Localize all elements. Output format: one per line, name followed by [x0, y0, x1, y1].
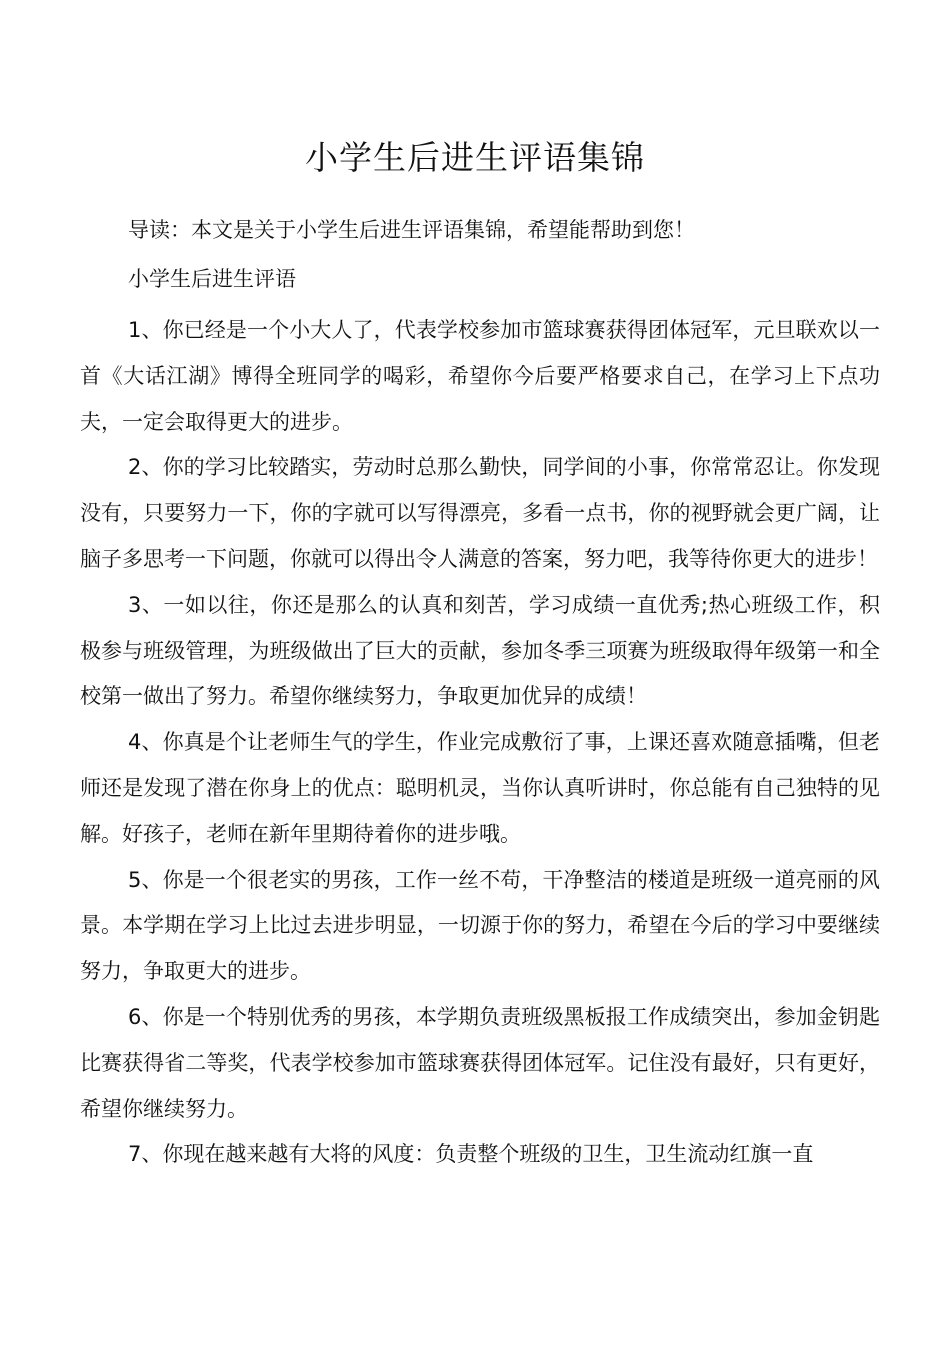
section-heading: 小学生后进生评语 — [128, 267, 296, 291]
comment-paragraph: 4、你真是个让老师生气的学生，作业完成敷衍了事，上课还喜欢随意插嘴，但老师还是发现了潜在你身上的优点：聪明机灵，当你认真听讲时，你总能有自己独特的见解。好孩子，老师在新年里期待着你的进步哦。 — [80, 730, 880, 846]
comment-paragraph: 2、你的学习比较踏实，劳动时总那么勤快，同学间的小事，你常常忍让。你发现没有，只要努力一下，你的字就可以写得漂亮，多看一点书，你的视野就会更广阔，让脑子多思考一下问题，你就可以得出令人满意的答案，努力吧，我等待你更大的进步！ — [80, 455, 880, 571]
comment-paragraph: 6、你是一个特别优秀的男孩，本学期负责班级黑板报工作成绩突出，参加金钥匙比赛获得省二等奖，代表学校参加市篮球赛获得团体冠军。记住没有最好，只有更好，希望你继续努力。 — [80, 1004, 880, 1121]
intro-text: 导读：本文是关于小学生后进生评语集锦，希望能帮助到您！ — [128, 218, 695, 242]
comment-paragraph: 1、你已经是一个小大人了，代表学校参加市篮球赛获得团体冠军，元旦联欢以一首《大话江湖》博得全班同学的喝彩，希望你今后要严格要求自己，在学习上下点功夫，一定会取得更大的进步。 — [80, 318, 880, 434]
comment-paragraph: 5、你是一个很老实的男孩，工作一丝不苟，干净整洁的楼道是班级一道亮丽的风景。本学期在学习上比过去进步明显，一切源于你的努力，希望在今后的学习中要继续努力，争取更大的进步。 — [80, 867, 880, 984]
comment-paragraph: 7、你现在越来越有大将的风度：负责整个班级的卫生，卫生流动红旗一直 — [128, 1142, 814, 1167]
page-title: 小学生后进生评语集锦 — [305, 138, 645, 177]
comment-list — [80, 308, 880, 1178]
comment-paragraph: 3、一如以往，你还是那么的认真和刻苦，学习成绩一直优秀;热心班级工作，积极参与班级管理，为班级做出了巨大的贡献，参加冬季三项赛为班级取得年级第一和全校第一做出了努力。希望你继续努力，争取更加优异的成绩！ — [80, 592, 880, 709]
